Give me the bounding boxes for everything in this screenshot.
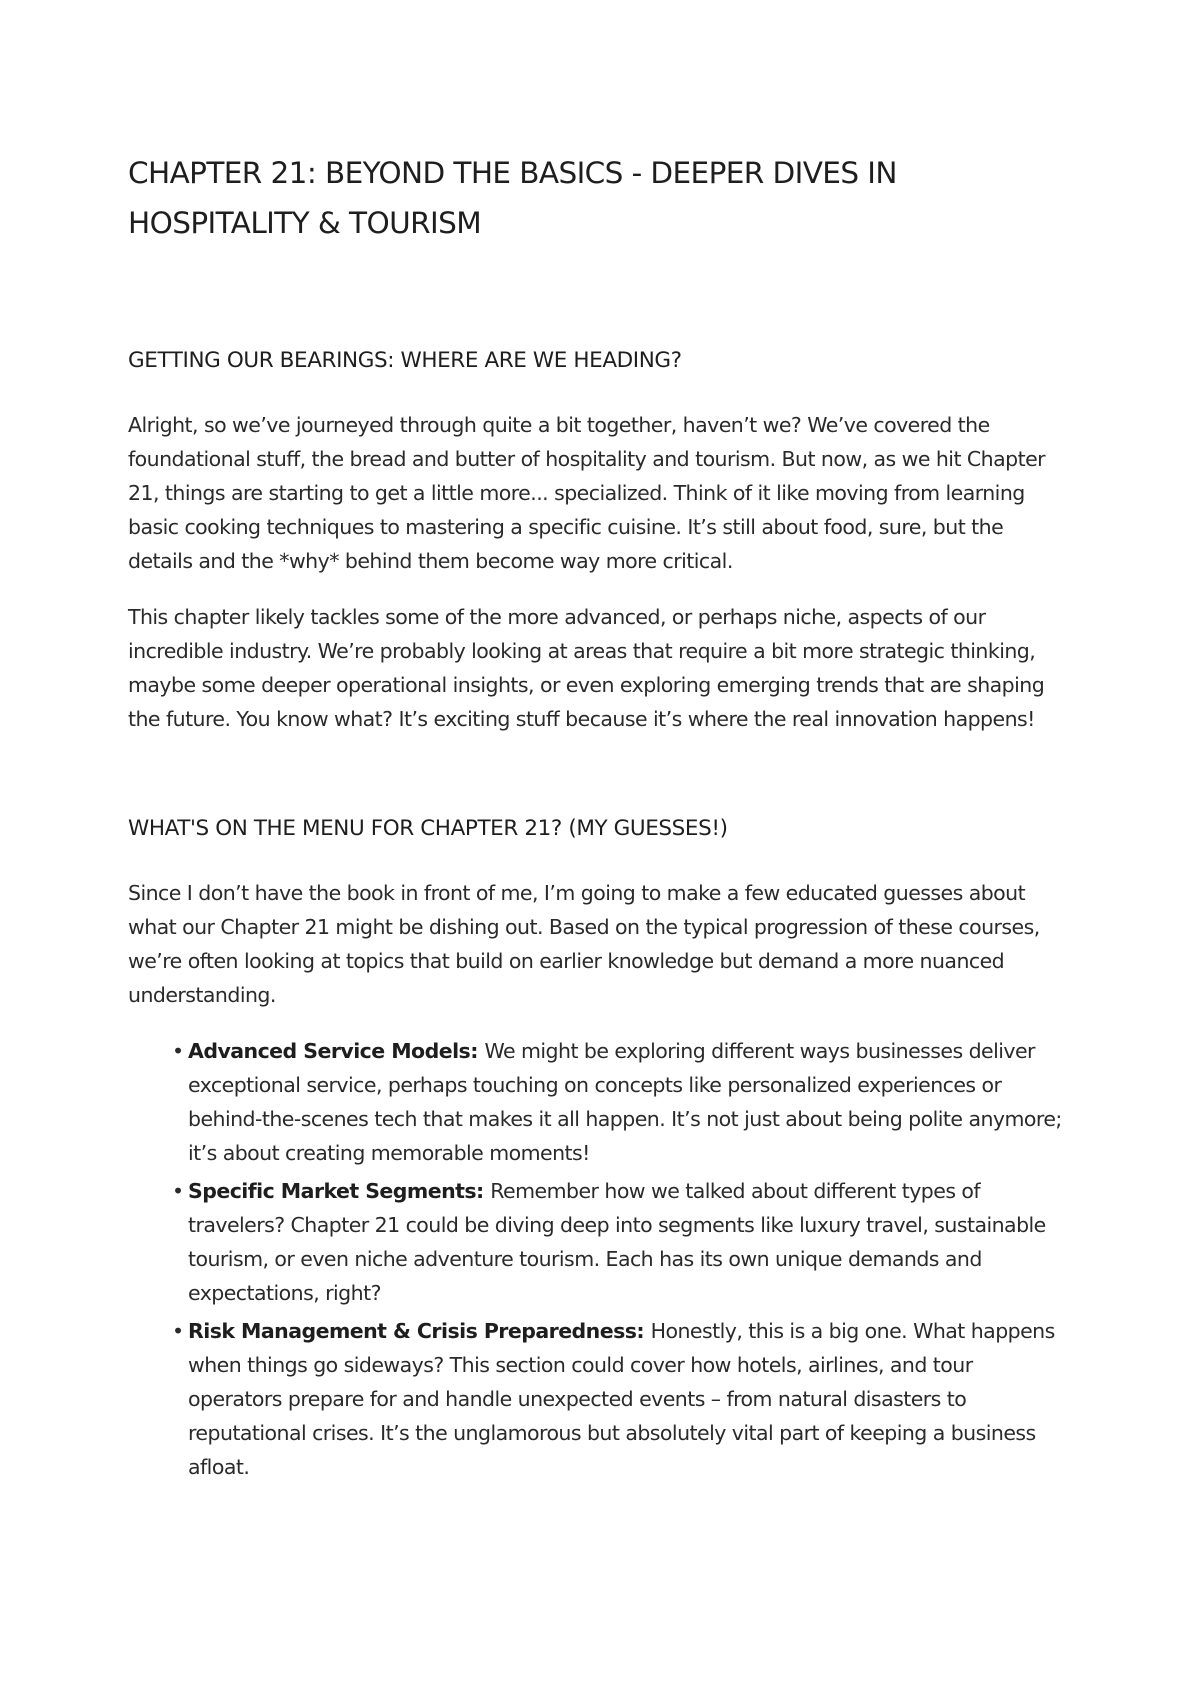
section-heading: GETTING OUR BEARINGS: WHERE ARE WE HEADING? — [128, 348, 682, 373]
bullet-marker: • — [172, 1319, 184, 1343]
chapter-title: CHAPTER 21: BEYOND THE BASICS - DEEPER DIVES IN HOSPITALITY & TOURISM — [128, 156, 897, 240]
body-paragraph: Since I don’t have the book in front of me, I’m going to make a few educated guesses about what our Chapter 21 might be dishing out. Based on the typical progression of these courses, we’re often looking at topics that build on earlier knowledge but demand a more nuanced understanding. — [128, 881, 1040, 1007]
list-item — [172, 1034, 1072, 1170]
body-paragraph: This chapter likely tackles some of the more advanced, or perhaps niche, aspects of our incredible industry. We’re probably looking at areas that require a bit more strategic thinking, maybe some deeper operational insights, or even exploring emerging trends that are shaping the future. You know what? It’s exciting stuff because it’s where the real innovation happens! — [128, 605, 1045, 731]
bullet-list — [128, 1034, 1072, 1484]
list-item-text: Remember how we talked about different types of travelers? Chapter 21 could be diving deep into segments like luxury travel, sustainable tourism, or even niche adventure tourism. Each has its own unique demands and expectations, right? — [188, 1179, 1046, 1305]
body-paragraph: Alright, so we’ve journeyed through quite a bit together, haven’t we? We’ve covered the foundational stuff, the bread and butter of hospitality and tourism. But now, as we hit Chapter 21, things are starting to get a little more... specialized. Think of it like moving from learning basic cooking techniques to mastering a specific cuisine. It’s still about food, sure, but the details and the *why* behind them become way more critical. — [128, 413, 1046, 573]
bullet-marker: • — [172, 1039, 184, 1063]
section-heading: WHAT'S ON THE MENU FOR CHAPTER 21? (MY GUESSES!) — [128, 816, 728, 841]
section-whats-on-the-menu — [128, 814, 1072, 1484]
list-item-term: Risk Management & Crisis Preparedness: — [188, 1319, 651, 1343]
list-item-text: Honestly, this is a big one. What happens when things go sideways? This section could cover how hotels, airlines, and tour operators prepare for and handle unexpected events – from natural disasters to reputational crises. It’s the unglamorous but absolutely vital part of keeping a business afloat. — [188, 1319, 1055, 1479]
list-item-term: Advanced Service Models: — [188, 1039, 485, 1063]
list-item-term: Specific Market Segments: — [188, 1179, 491, 1203]
bullet-marker: • — [172, 1179, 184, 1203]
list-item — [172, 1174, 1072, 1310]
list-item-text: We might be exploring different ways businesses deliver exceptional service, perhaps touching on concepts like personalized experiences or behind-the-scenes tech that makes it all happen. It’s not just about being polite anymore; it’s about creating memorable moments! — [188, 1039, 1062, 1165]
list-item — [172, 1314, 1072, 1484]
section-getting-our-bearings — [128, 346, 1072, 736]
